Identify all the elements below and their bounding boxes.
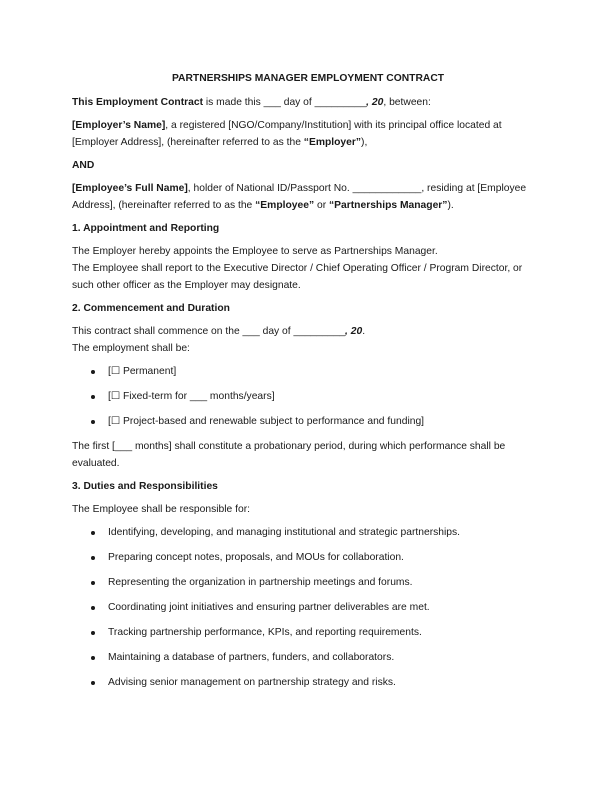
- duty-item: Representing the organization in partnership meetings and forums.: [72, 574, 544, 591]
- intro-lead: This Employment Contract: [72, 97, 204, 108]
- duties-lead: The Employee shall be responsible for:: [72, 504, 251, 515]
- intro-year: , 20: [366, 97, 384, 108]
- commencement-line: [72, 323, 544, 340]
- contract-page: [72, 72, 544, 699]
- duty-item: Identifying, developing, and managing institutional and strategic partnerships.: [72, 524, 544, 541]
- commencement-year: , 20: [345, 326, 363, 337]
- manager-ref: “Partnerships Manager”: [329, 200, 448, 211]
- employee-paragraph: [72, 180, 544, 214]
- intro-tail: , between:: [383, 97, 431, 108]
- section3-heading: 3. Duties and Responsibilities: [72, 481, 218, 492]
- employer-name: [Employer’s Name]: [72, 120, 166, 131]
- employee-mid: or: [314, 200, 329, 211]
- section1-heading: 1. Appointment and Reporting: [72, 223, 220, 234]
- and-label: AND: [72, 160, 95, 171]
- commencement-text: This contract shall commence on the ___ day of _________: [72, 326, 346, 337]
- intro-paragraph: [72, 94, 544, 111]
- duty-item: Tracking partnership performance, KPIs, and reporting requirements.: [72, 624, 544, 641]
- employee-text: , holder of National ID/Passport No. ____________, residing at [Employee Address], (hereinafter referred to as the: [72, 183, 527, 211]
- probation-paragraph: The first [___ months] shall constitute a probationary period, during which performance shall be evaluated.: [72, 441, 506, 469]
- employer-paragraph: [72, 117, 544, 151]
- option-fixed-term: [☐ Fixed-term for ___ months/years]: [72, 388, 544, 405]
- section1-line2: The Employee shall report to the Executive Director / Chief Operating Officer / Program Director, or such other officer as the Employer may designate.: [72, 263, 523, 291]
- duty-item: Coordinating joint initiatives and ensuring partner deliverables are met.: [72, 599, 544, 616]
- employer-ref: “Employer”: [303, 137, 362, 148]
- employee-ref: “Employee”: [255, 200, 315, 211]
- option-project-based: [☐ Project-based and renewable subject to performance and funding]: [72, 413, 544, 430]
- employer-text: , a registered [NGO/Company/Institution] with its principal office located at [Employer Address], (hereinafter referred to as the: [72, 120, 502, 148]
- document-title: PARTNERSHIPS MANAGER EMPLOYMENT CONTRACT: [171, 73, 445, 84]
- duties-list: [72, 524, 544, 691]
- employee-name: [Employee’s Full Name]: [72, 183, 188, 194]
- option-permanent: [☐ Permanent]: [72, 363, 544, 380]
- section1-line1: The Employer hereby appoints the Employee to serve as Partnerships Manager.: [72, 246, 438, 257]
- employer-tail: ),: [361, 137, 368, 148]
- intro-text: is made this ___ day of _________: [203, 97, 367, 108]
- duty-item: Maintaining a database of partners, funders, and collaborators.: [72, 649, 544, 666]
- commencement-tail: .: [362, 326, 366, 337]
- employment-options-list: [72, 363, 544, 430]
- section2-heading: 2. Commencement and Duration: [72, 303, 230, 314]
- employee-tail: ).: [447, 200, 454, 211]
- duty-item: Advising senior management on partnership strategy and risks.: [72, 674, 544, 691]
- duty-item: Preparing concept notes, proposals, and MOUs for collaboration.: [72, 549, 544, 566]
- employment-type-lead: The employment shall be:: [72, 343, 190, 354]
